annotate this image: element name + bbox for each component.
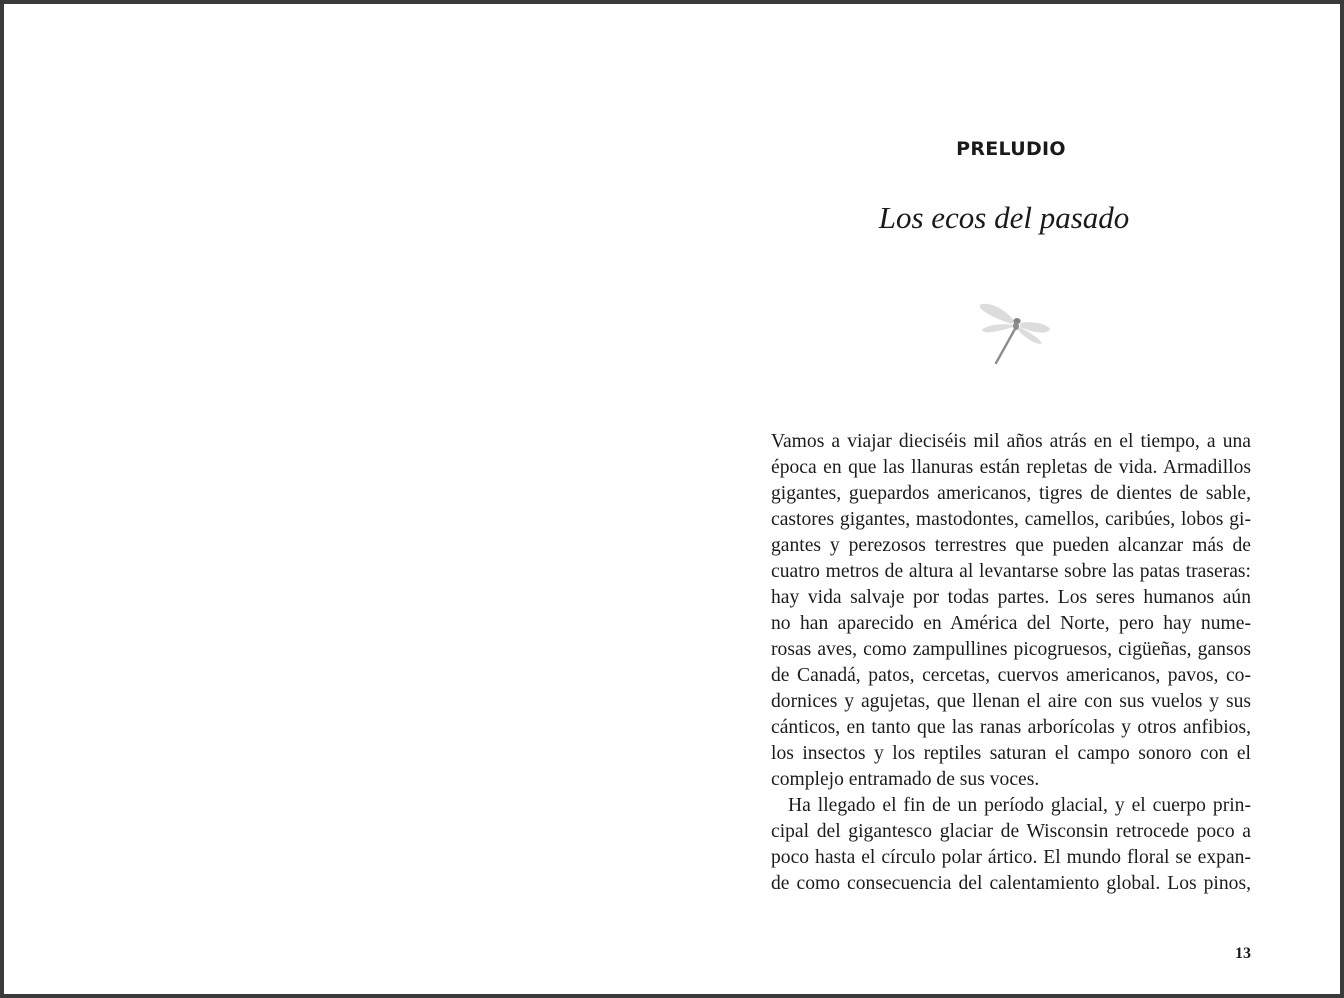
text-line: hay vida salvaje por todas partes. Los seres humanos aún	[771, 587, 1251, 608]
chapter-title: Los ecos del pasado	[878, 200, 1130, 235]
dragonfly-icon	[976, 299, 1054, 367]
text-line: los insectos y los reptiles saturan el campo sonoro con el	[771, 743, 1251, 764]
body-text	[771, 429, 1251, 897]
text-line: de como consecuencia del calentamiento global. Los pinos,	[771, 873, 1251, 894]
text-line: dornices y agujetas, que llenan el aire con sus vuelos y sus	[771, 691, 1251, 712]
page-number: 13	[1235, 945, 1251, 962]
text-line: Ha llegado el fin de un período glacial, y el cuerpo prin-	[788, 795, 1251, 816]
text-line: complejo entramado de sus voces.	[771, 769, 1040, 790]
text-line: castores gigantes, mastodontes, camellos, caribúes, lobos gi-	[771, 509, 1251, 530]
text-line: poco hasta el círculo polar ártico. El mundo floral se expan-	[771, 847, 1251, 868]
right-page	[676, 4, 1344, 994]
chapter-label: PRELUDIO	[956, 138, 1066, 160]
text-line: de Canadá, patos, cercetas, cuervos americanos, pavos, co-	[771, 665, 1251, 686]
text-line: gantes y perezosos terrestres que pueden alcanzar más de	[771, 535, 1251, 556]
text-line: cuatro metros de altura al levantarse sobre las patas traseras:	[771, 561, 1251, 582]
text-line: cánticos, en tanto que las ranas arborícolas y otros anfibios,	[771, 717, 1251, 738]
text-line: Vamos a viajar dieciséis mil años atrás en el tiempo, a una	[771, 431, 1251, 452]
left-page-blank	[4, 4, 676, 994]
text-line: cipal del gigantesco glaciar de Wisconsin retrocede poco a	[771, 821, 1251, 842]
text-line: época en que las llanuras están repletas de vida. Armadillos	[771, 457, 1251, 478]
text-line: gigantes, guepardos americanos, tigres de dientes de sable,	[771, 483, 1251, 504]
text-line: no han aparecido en América del Norte, pero hay nume-	[771, 613, 1251, 634]
text-line: rosas aves, como zampullines picogruesos, cigüeñas, gansos	[771, 639, 1251, 660]
